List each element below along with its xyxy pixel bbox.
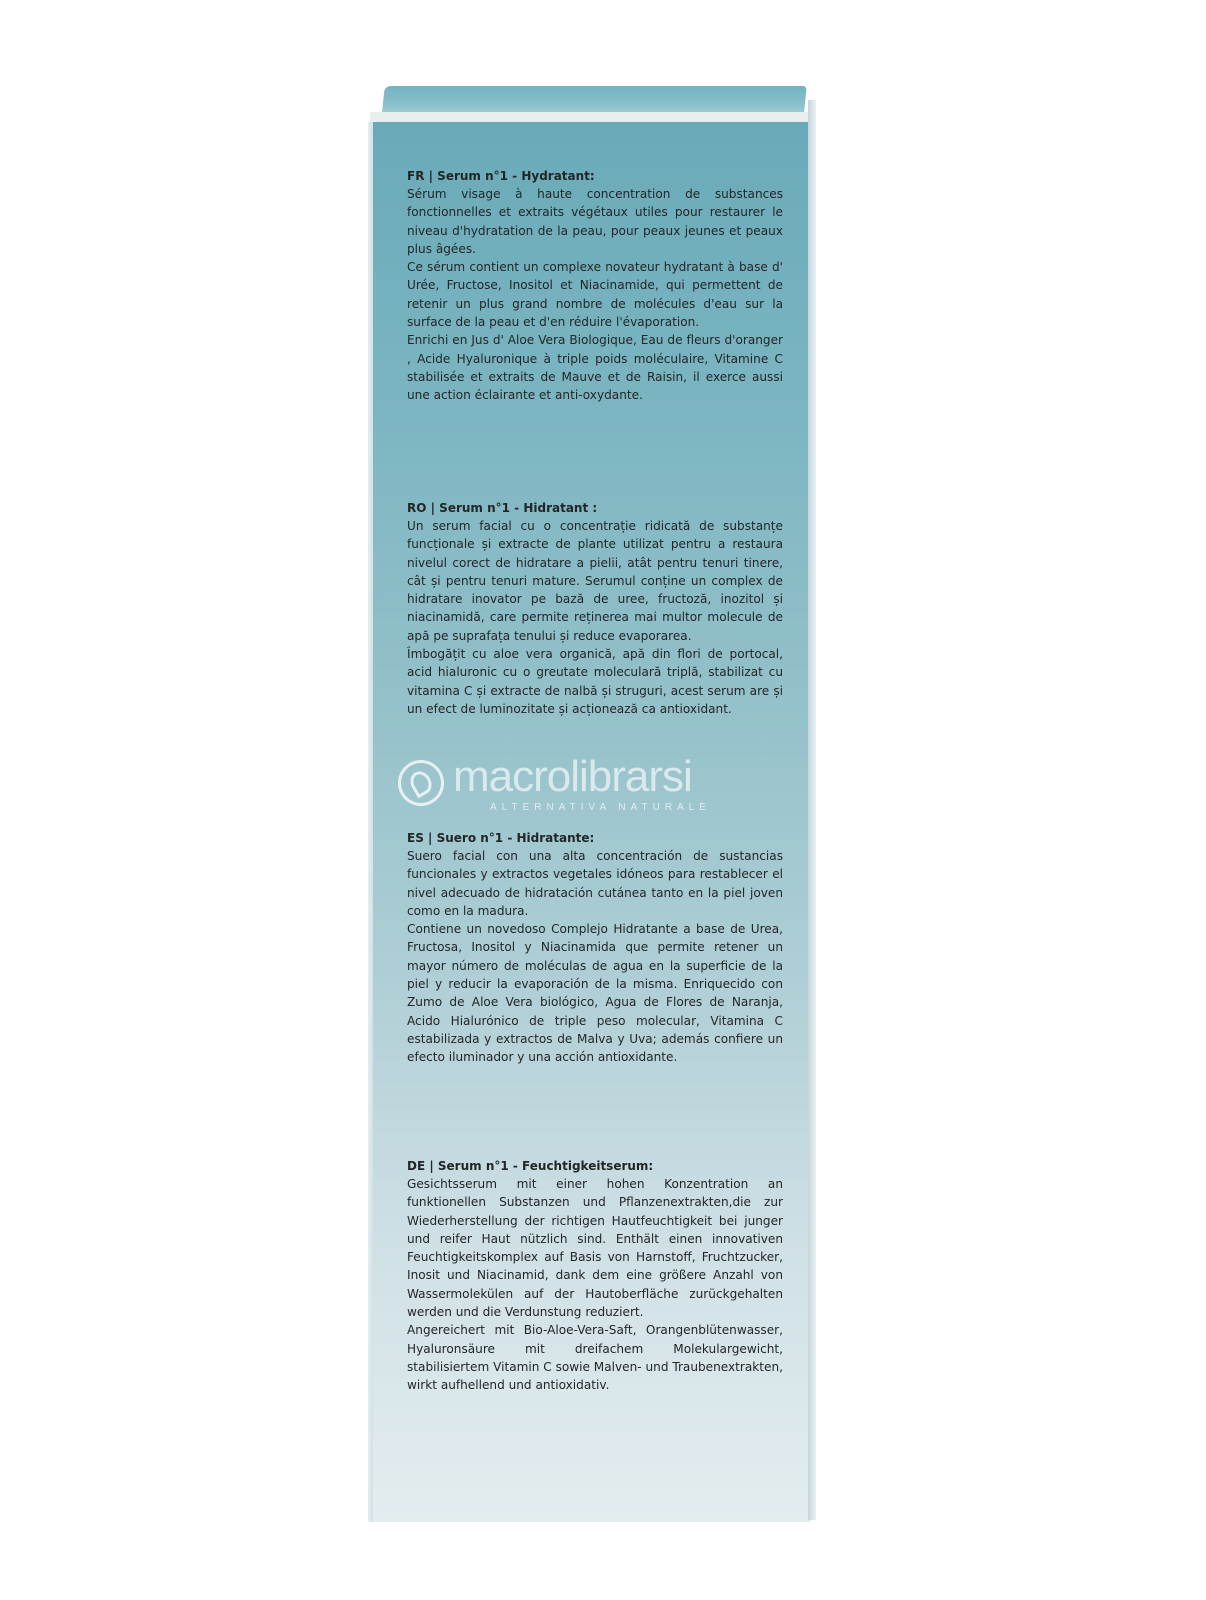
paragraph: Contiene un novedoso Complejo Hidratante a base de Urea, Fructosa, Inositol y Niacinamida que permite retener un mayor número de moléculas de agua en la superficie de la piel y reducir la evaporación de la misma. Enriquecido con Zumo de Aloe Vera biológico, Agua de Flores de Naranja, Acido Hialurónico de triple peso molecular, Vitamina C estabilizada y extractos de Malva y Uva; además confiere un efecto iluminador y una acción antioxidante. xyxy=(407,922,783,1065)
section-body xyxy=(407,847,783,1067)
paragraph: Îmbogățit cu aloe vera organică, apă din flori de portocal, acid hialuronic cu o greutate moleculară triplă, stabilizat cu vitamina C și extracte de nalbă și struguri, acest serum are și un efect de luminozitate și acționează ca antioxidant. xyxy=(407,647,783,716)
section-title: ES | Suero n°1 - Hidratante: xyxy=(407,831,595,845)
box-right-edge xyxy=(808,100,816,1520)
watermark-tagline: ALTERNATIVA NATURALE xyxy=(490,802,711,813)
paragraph: Sérum visage à haute concentration de substances fonctionnelles et extraits végétaux utiles pour restaurer le niveau d'hydratation de la peau, pour peaux jeunes et peaux plus âgées. xyxy=(407,187,783,256)
paragraph: Enrichi en Jus d' Aloe Vera Biologique, Eau de fleurs d'oranger , Acide Hyaluronique à triple poids moléculaire, Vitamine C stabilisée et extraits de Mauve et de Raisin, il exerce aussi une action éclairante et anti-oxydante. xyxy=(407,333,783,403)
section-fr xyxy=(407,168,783,405)
section-body xyxy=(407,517,783,718)
section-de xyxy=(407,1158,783,1395)
watermark-name: macrolibrarsi xyxy=(453,752,692,801)
paragraph: Un serum facial cu o concentrație ridicată de substanțe funcționale și extracte de plante utilizat pentru a restaura nivelul corect de hidratare a pielii, atât pentru tenuri tinere, cât și pentru tenuri mature. Serumul conține un complex de hidratare inovator pe bază de uree, fructoză, inozitol și niacinamidă, care permite reținerea mai multor molecule de apă pe suprafața tenului și reduce evaporarea. xyxy=(407,519,783,643)
section-es xyxy=(407,830,783,1067)
paragraph: Ce sérum contient un complexe novateur hydratant à base d' Urée, Fructose, Inositol et Niacinamide, qui permettent de retenir un plus grand nombre de molécules d'eau sur la surface de la peau et d'en réduire l'évaporation. xyxy=(407,260,783,330)
section-ro xyxy=(407,500,783,718)
paragraph: Angereichert mit Bio-Aloe-Vera-Saft, Orangenblütenwasser, Hyaluronsäure mit dreifachem Molekulargewicht, stabilisiertem Vitamin C sowie Malven- und Traubenextrakten, wirkt aufhellend und antioxidativ. xyxy=(407,1323,783,1393)
paragraph: Suero facial con una alta concentración de sustancias funcionales y extractos vegetales idóneos para restablecer el nivel adecuado de hidratación cutánea tanto en la piel joven como en la madura. xyxy=(407,849,783,918)
section-body xyxy=(407,185,783,405)
section-title: FR | Serum n°1 - Hydratant: xyxy=(407,169,595,183)
paragraph: Gesichtsserum mit einer hohen Konzentration an funktionellen Substanzen und Pflanzenextrakten,die zur Wiederherstellung der richtigen Hautfeuchtigkeit bei junger und reifer Haut nützlich sind. Enthält einen innovativen Feuchtigkeitskomplex auf Basis von Harnstoff, Fruchtzucker, Inosit und Niacinamid, dank dem eine größere Anzahl von Wassermolekülen auf der Hautoberfläche zurückgehalten werden und die Verdunstung reduziert. xyxy=(407,1177,783,1320)
section-body xyxy=(407,1175,783,1395)
section-title: RO | Serum n°1 - Hidratant : xyxy=(407,501,598,515)
section-title: DE | Serum n°1 - Feuchtigkeitserum: xyxy=(407,1159,654,1173)
